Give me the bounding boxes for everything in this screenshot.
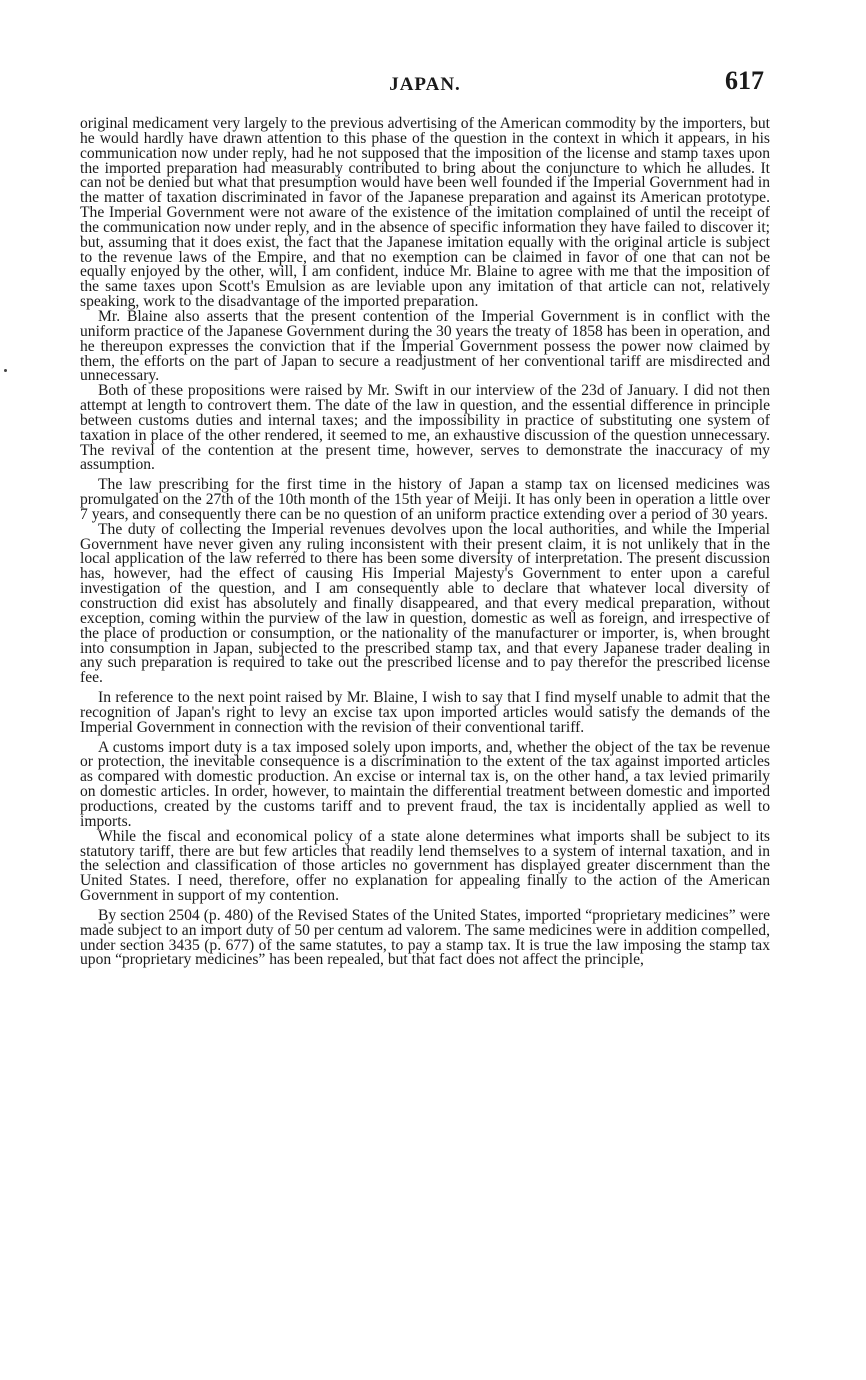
paragraph: The law prescribing for the first time in the history of Japan a stamp tax on licensed medicines was promulgated on the 27th of the 10th month of the 15th year of Meiji. It has only been in operation a little over 7 years, and consequently there can be no question of an uniform practice extending over a period of 30 years.: [80, 476, 770, 523]
paragraph: A customs import duty is a tax imposed solely upon imports, and, whether the object of the tax be revenue or protection, the inevitable consequence is a discrimination to the extent of the tax against imported articles as compared with domestic production. An excise or internal tax is, on the other hand, a tax levied primarily on domestic articles. In order, however, to maintain the differential treatment between domestic and imported productions, created by the customs tariff and to prevent fraud, the tax is incidentally applied as well to imports.: [80, 738, 770, 830]
page-number: 617: [725, 66, 764, 95]
margin-mark: [4, 369, 7, 372]
running-title: JAPAN.: [389, 74, 461, 95]
paragraph-continuation: original medicament very largely to the previous advertising of the American commodity by the importers, but he would hardly have drawn attention to this phase of the question in the context in which it appears, in his communication now under reply, had he not supposed that the imposition of the license and stamp taxes upon the imported preparation had measurably contributed to bring about the conjuncture to which he alludes. It can not be denied but what that presumption would have been well founded if the Imperial Government had in the matter of taxation discriminated in favor of the Japanese preparation and against its American prototype. The Imperial Government were not aware of the existence of the imitation complained of until the receipt of the communication now under reply, and in the absence of specific information they have failed to discover it; but, assuming that it does exist, the fact that the Japanese imitation equally with the original article is subject to the revenue laws of the Empire, and that no exemption can be claimed in favor of one that can not be equally enjoyed by the other, will, I am confident, induce Mr. Blaine to agree with me that the imposition of the same taxes upon Scott's Emulsion as are leviable upon any imitation of that article can not, relatively speaking, work to the disadvantage of the imported preparation.: [80, 115, 770, 311]
body-text: [80, 117, 770, 968]
paragraph: In reference to the next point raised by Mr. Blaine, I wish to say that I find myself unable to admit that the recognition of Japan's right to levy an excise tax upon imported articles would satisfy the demands of the Imperial Government in connection with the revision of their conventional tariff.: [80, 689, 770, 736]
paragraph: Both of these propositions were raised by Mr. Swift in our interview of the 23d of January. I did not then attempt at length to controvert them. The date of the law in question, and the essential difference in principle between customs duties and internal taxes; and the impossibility in practice of substituting one system of taxation in place of the other rendered, it seemed to me, an exhaustive discussion of the question unnecessary. The revival of the contention at the present time, however, serves to demonstrate the inaccuracy of my assumption.: [80, 382, 770, 474]
paragraph: Mr. Blaine also asserts that the present contention of the Imperial Government is in conflict with the uniform practice of the Japanese Government during the 30 years the treaty of 1858 has been in operation, and he thereupon expresses the conviction that if the Imperial Government possess the power now claimed by them, the efforts on the part of Japan to secure a readjustment of her conventional tariff are misdirected and unnecessary.: [80, 307, 770, 385]
paragraph: By section 2504 (p. 480) of the Revised States of the United States, imported “proprietary medicines” were made subject to an import duty of 50 per centum ad valorem. The same medicines were in addition compelled, under section 3435 (p. 677) of the same statutes, to pay a stamp tax. It is true the law imposing the stamp tax upon “proprietary medicines” has been repealed, but that fact does not affect the principle,: [80, 906, 770, 969]
paragraph: The duty of collecting the Imperial revenues devolves upon the local authorities, and while the Imperial Government have never given any ruling inconsistent with their present claim, it is not unlikely that in the local application of the law referred to there has been some diversity of interpretation. The present discussion has, however, had the effect of causing His Imperial Majesty's Government to enter upon a careful investigation of the question, and I am consequently able to declare that whatever local diversity of construction did exist has absolutely and finally disappeared, and that every medical preparation, without exception, coming within the purview of the law in question, domestic as well as foreign, and irrespective of the place of production or consumption, or the nationality of the manufacturer or importer, is, when brought into consumption in Japan, subjected to the prescribed stamp tax, and that every Japanese trader dealing in any such preparation is required to take out the prescribed license and to pay therefor the prescribed license fee.: [80, 520, 770, 687]
running-head: [80, 66, 770, 106]
paragraph: While the fiscal and economical policy of a state alone determines what imports shall be subject to its statutory tariff, there are but few articles that readily lend themselves to a system of internal taxation, and in the selection and classification of those articles no government has displayed greater discernment than the United States. I need, therefore, offer no explanation for appealing finally to the action of the American Government in support of my contention.: [80, 827, 770, 905]
